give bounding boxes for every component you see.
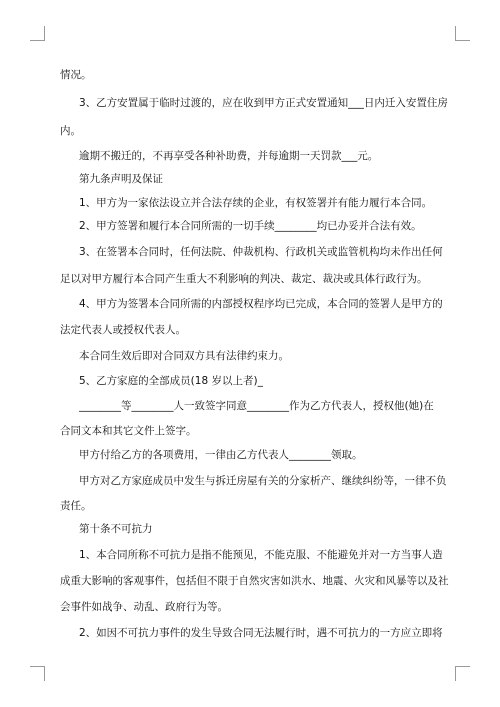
text-line: 会事件如战争、动乱、政府行为等。 (60, 601, 228, 613)
text-line: 4、甲方为签署本合同所需的内部授权程序均已完成，本合同的签署人是甲方的 (79, 298, 443, 310)
text-line: 3、在签署本合同时，任何法院、仲裁机构、行政机关或监管机构均未作出任何 (79, 246, 443, 258)
text-line: 5、乙方家庭的全部成员(18 岁以上者)_ (79, 375, 263, 387)
text-line: 1、甲方为一家依法设立并合法存续的企业，有权签署并有能力履行本合同。 (79, 197, 433, 209)
text-line: 2、如因不可抗力事件的发生导致合同无法履行时，遇不可抗力的一方应立即将 (79, 627, 443, 639)
crop-mark-top-right (455, 26, 470, 41)
crop-mark-bottom-left (30, 666, 45, 681)
text-line: 1、本合同所称不可抗力是指不能预见，不能克服、不能避免并对一方当事人造 (79, 549, 443, 561)
text-line: 2、甲方签署和履行本合同所需的一切手续________均已办妥并合法有效。 (79, 220, 422, 232)
text-line: 责任。 (60, 500, 92, 512)
section-heading: 第九条声明及保证 (79, 173, 163, 185)
text-line: 本合同生效后即对合同双方具有法律约束力。 (79, 350, 289, 362)
text-line: ________等________人一致签字同意________作为乙方代表人，授权他(她)在 (79, 400, 434, 412)
text-line: 情况。 (60, 69, 92, 81)
text-line: 甲方付给乙方的各项费用，一律由乙方代表人________领取。 (79, 449, 363, 461)
text-line: 成重大影响的客观事件，包括但不限于自然灾害如洪水、地震、火灾和风暴等以及社 (60, 575, 449, 587)
text-line: 足以对甲方履行本合同产生重大不利影响的判决、裁定、裁决或具体行政行为。 (60, 273, 428, 285)
section-heading: 第十条不可抗力 (79, 523, 153, 535)
text-line: 3、乙方安置属于临时过渡的，应在收到甲方正式安置通知___日内迁入安置住房 (79, 97, 448, 109)
text-line: 甲方对乙方家庭成员中发生与拆迁房屋有关的分家析产、继续纠纷等，一律不负 (79, 475, 447, 487)
text-line: 法定代表人或授权代表人。 (60, 324, 186, 336)
crop-mark-bottom-right (455, 666, 470, 681)
crop-mark-top-left (30, 26, 45, 41)
text-line: 合同文本和其它文件上签字。 (60, 425, 197, 437)
text-line: 逾期不搬迁的，不再享受各种补助费，并每逾期一天罚款___元。 (79, 150, 379, 162)
text-line: 内。 (60, 125, 81, 137)
